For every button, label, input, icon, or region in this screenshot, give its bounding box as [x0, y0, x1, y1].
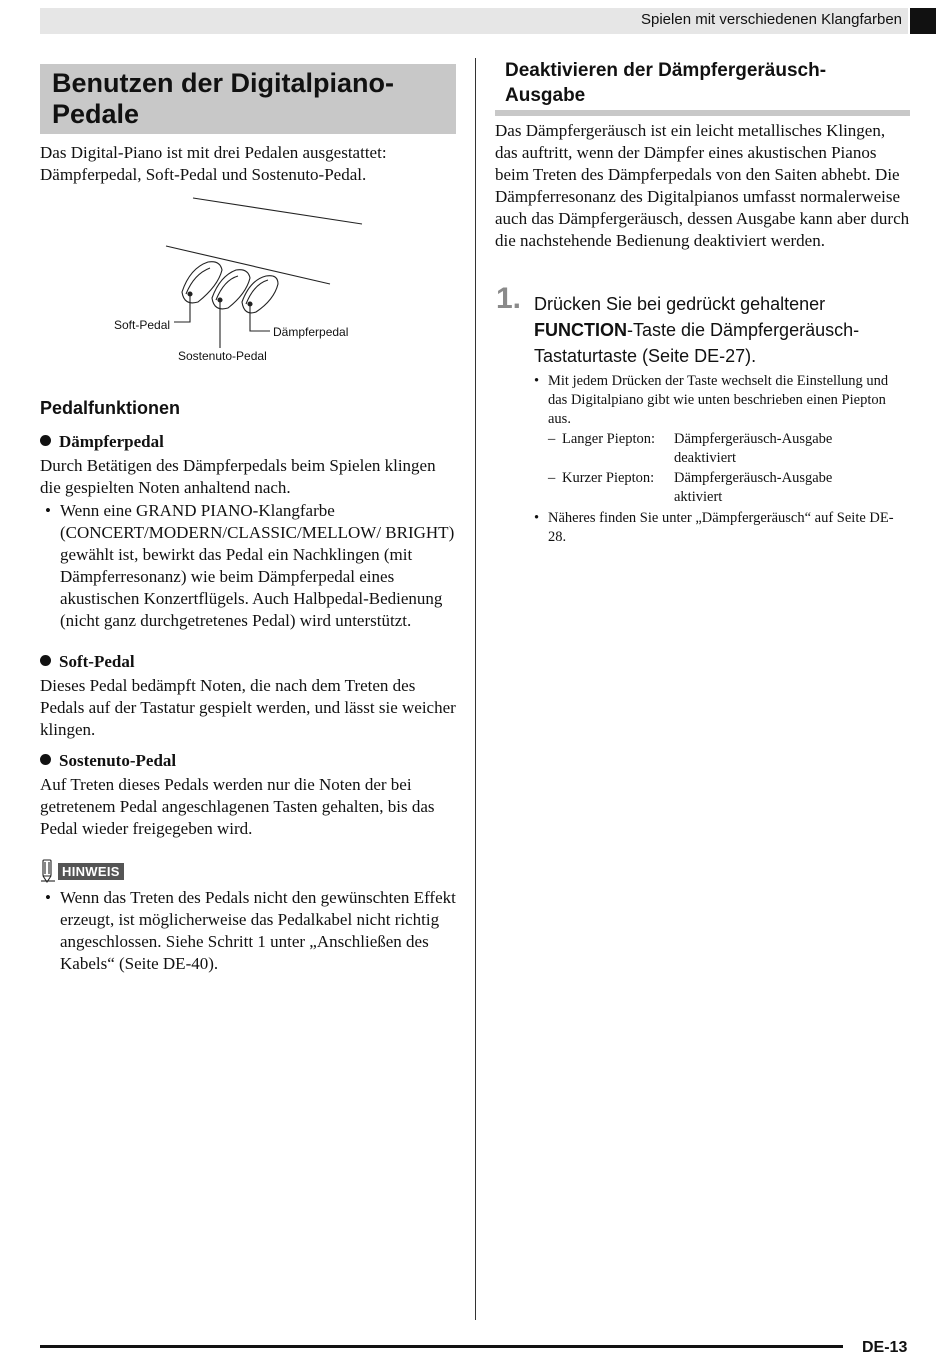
- footer-rule: [40, 1345, 843, 1348]
- header-corner-block: [910, 8, 936, 34]
- damper-body: Durch Betätigen des Dämpferpedals beim Spielen klingen die gespielten Noten anhaltend nach.: [40, 456, 436, 497]
- page-number: DE-13: [862, 1339, 908, 1356]
- soft-body: Dieses Pedal bedämpft Noten, die nach dem Treten des Pedals auf der Tastatur gespielt werden, und lässt sie weicher klingen.: [40, 676, 456, 739]
- note-header: [40, 857, 120, 883]
- sostenuto-pedal-label: Sostenuto-Pedal: [178, 349, 267, 363]
- sostenuto-heading: Sostenuto-Pedal: [40, 751, 176, 771]
- pedal-box-line: [166, 246, 330, 284]
- damper-bullet: • Wenn eine GRAND PIANO-Klangfarbe (CONCERT/MODERN/CLASSIC/MELLOW/ BRIGHT) gewählt ist, bewirkt das Pedal ein Nachklingen (mit Dämpferresonanz) wie beim Dämpferpedal eines akustischen Konzertflügels. Auch Halbpedal-Bedienung (nicht ganz durchgetretenes Pedal) wird unterstützt.: [45, 501, 455, 630]
- damper-pedal-label: Dämpferpedal: [273, 325, 349, 339]
- sostenuto-pedal-shape: [212, 270, 250, 309]
- right-body: Das Dämpfergeräusch ist ein leicht metallisches Klingen, das auftritt, wenn der Dämpfer eines akustischen Pianos beim Treten des Dämpferpedals von den Saiten abhebt. Die Dämpferresonanz des Digitalpianos umfasst normalerweise auch das Dämpfergeräusch, dessen Ausgabe kann aber durch die nachstehende Bedienung deaktiviert werden.: [495, 121, 910, 250]
- bullet-mark: •: [45, 888, 51, 907]
- function-key-label: FUNCTION: [534, 320, 627, 340]
- damper-pedal-shape: [242, 276, 278, 313]
- page-title: Benutzen der Digitalpiano-Pedale: [52, 68, 395, 129]
- step-instruction: Drücken Sie bei gedrückt gehaltener FUNCTION-Taste die Dämpfergeräusch-Tastaturtaste (Seite DE-27).: [534, 294, 860, 366]
- column-divider: [475, 58, 476, 1320]
- step-number: 1.: [496, 282, 522, 315]
- bullet-mark: •: [45, 501, 51, 520]
- right-heading: Deaktivieren der Dämpfergeräusch-Ausgabe: [505, 60, 827, 106]
- soft-pedal-label: Soft-Pedal: [114, 318, 171, 332]
- heading-underline: [495, 110, 910, 116]
- bullet-dot-icon: [40, 655, 51, 666]
- soft-pedal-leader: [174, 296, 190, 322]
- step-bullet-2: • Näheres finden Sie unter „Dämpfergeräusch“ auf Seite DE-28.: [534, 510, 894, 545]
- bullet-dot-icon: [40, 754, 51, 765]
- intro-paragraph: Das Digital-Piano ist mit drei Pedalen ausgestattet: Dämpferpedal, Soft-Pedal und Sostenuto-Pedal.: [40, 143, 387, 184]
- bullet-mark: •: [534, 510, 540, 526]
- step-bullet-1: • Mit jedem Drücken der Taste wechselt die Einstellung und das Digitalpiano gibt wie unten beschrieben einen Piepton aus.: [534, 373, 889, 427]
- note-badge: HINWEIS: [58, 863, 124, 880]
- bullet-mark: •: [534, 373, 540, 389]
- sostenuto-body: Auf Treten dieses Pedals werden nur die Noten der bei getretenem Pedal angeschlagenen Tasten gehalten, bis das Pedal wieder freigegeben wird.: [40, 775, 435, 838]
- damper-heading: Dämpferpedal: [40, 432, 164, 452]
- piano-edge-line: [193, 198, 362, 224]
- note-bullet: • Wenn das Treten des Pedals nicht den gewünschten Effekt erzeugt, ist möglicherweise das Pedalkabel nicht richtig angeschlossen. Siehe Schritt 1 unter „Anschließen des Kabels“ (Seite DE-40).: [45, 888, 456, 973]
- soft-pedal-shape: [182, 262, 222, 303]
- title-box: [40, 64, 456, 134]
- section-subheading: Pedalfunktionen: [40, 398, 181, 418]
- pencil-note-icon: [40, 857, 56, 883]
- pedal-illustration: [100, 190, 380, 370]
- soft-heading: Soft-Pedal: [40, 652, 135, 672]
- running-header: Spielen mit verschiedenen Klangfarben: [641, 11, 902, 28]
- bullet-dot-icon: [40, 435, 51, 446]
- dash-item-short-beep: – Kurzer Piepton: Dämpfergeräusch-Ausgabe aktiviert: [548, 470, 833, 505]
- dash-item-long-beep: – Langer Piepton: Dämpfergeräusch-Ausgabe deaktiviert: [548, 431, 833, 466]
